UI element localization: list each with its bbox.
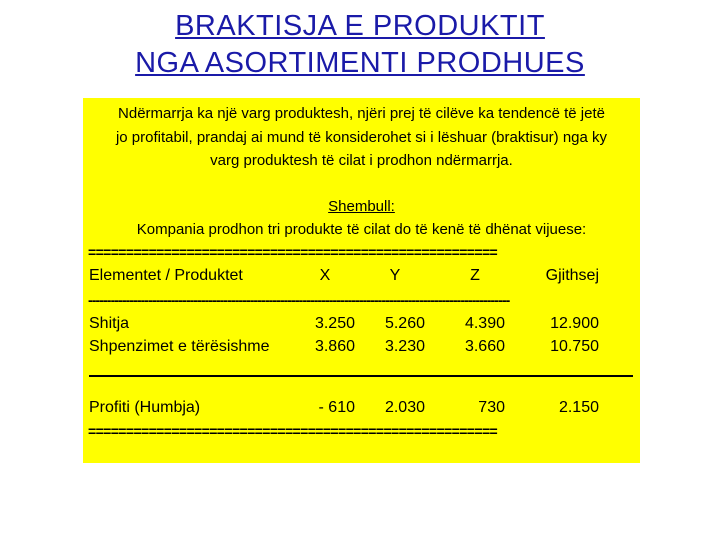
result-value-z: 730 bbox=[478, 399, 505, 416]
page-title bbox=[0, 8, 720, 82]
row-label: Shitja bbox=[89, 315, 130, 332]
header-y: Y bbox=[389, 267, 401, 284]
double-rule-top: ====================================================== bbox=[88, 244, 498, 260]
header-x: X bbox=[319, 267, 331, 284]
result-value-total: 2.150 bbox=[558, 399, 599, 416]
row-value-y: 5.260 bbox=[384, 315, 425, 332]
result-row bbox=[83, 399, 640, 421]
row-value-total: 12.900 bbox=[550, 315, 599, 332]
table-row bbox=[83, 315, 640, 337]
header-label: Elementet / Produktet bbox=[89, 267, 243, 284]
title-line-2: NGA ASORTIMENTI PRODHUES bbox=[135, 47, 585, 79]
header-total: Gjithsej bbox=[545, 267, 599, 284]
row-label: Shpenzimet e tërësishme bbox=[89, 338, 270, 355]
title-line-1: BRAKTISJA E PRODUKTIT bbox=[175, 10, 545, 42]
row-value-x: 3.860 bbox=[314, 338, 355, 355]
intro-line-3: varg produktesh të cilat i prodhon ndërmarrja. bbox=[210, 152, 513, 169]
table-header-row bbox=[83, 267, 640, 289]
intro-line-1: Ndërmarrja ka një varg produktesh, njëri prej të cilëve ka tendencë të jetë bbox=[118, 105, 605, 122]
dashed-rule: ---------------------------------------------------------------------------------------------------------------- bbox=[88, 292, 510, 308]
table-row bbox=[83, 338, 640, 360]
result-label: Profiti (Humbja) bbox=[89, 399, 201, 416]
intro-paragraph bbox=[83, 102, 640, 173]
example-heading: Shembull: bbox=[328, 198, 395, 215]
row-value-x: 3.250 bbox=[314, 315, 355, 332]
row-value-y: 3.230 bbox=[384, 338, 425, 355]
double-rule-bottom: ====================================================== bbox=[88, 423, 498, 439]
row-value-total: 10.750 bbox=[550, 338, 599, 355]
row-value-z: 3.660 bbox=[464, 338, 505, 355]
row-value-z: 4.390 bbox=[464, 315, 505, 332]
result-value-y: 2.030 bbox=[384, 399, 425, 416]
result-value-x: - 610 bbox=[318, 399, 355, 416]
solid-rule bbox=[89, 375, 633, 377]
intro-line-2: jo profitabil, prandaj ai mund të konsiderohet si i lëshuar (braktisur) nga ky bbox=[115, 128, 608, 146]
example-description: Kompania prodhon tri produkte të cilat do të kenë të dhënat vijuese: bbox=[136, 221, 587, 238]
header-z: Z bbox=[470, 267, 480, 284]
content-panel bbox=[83, 98, 640, 463]
